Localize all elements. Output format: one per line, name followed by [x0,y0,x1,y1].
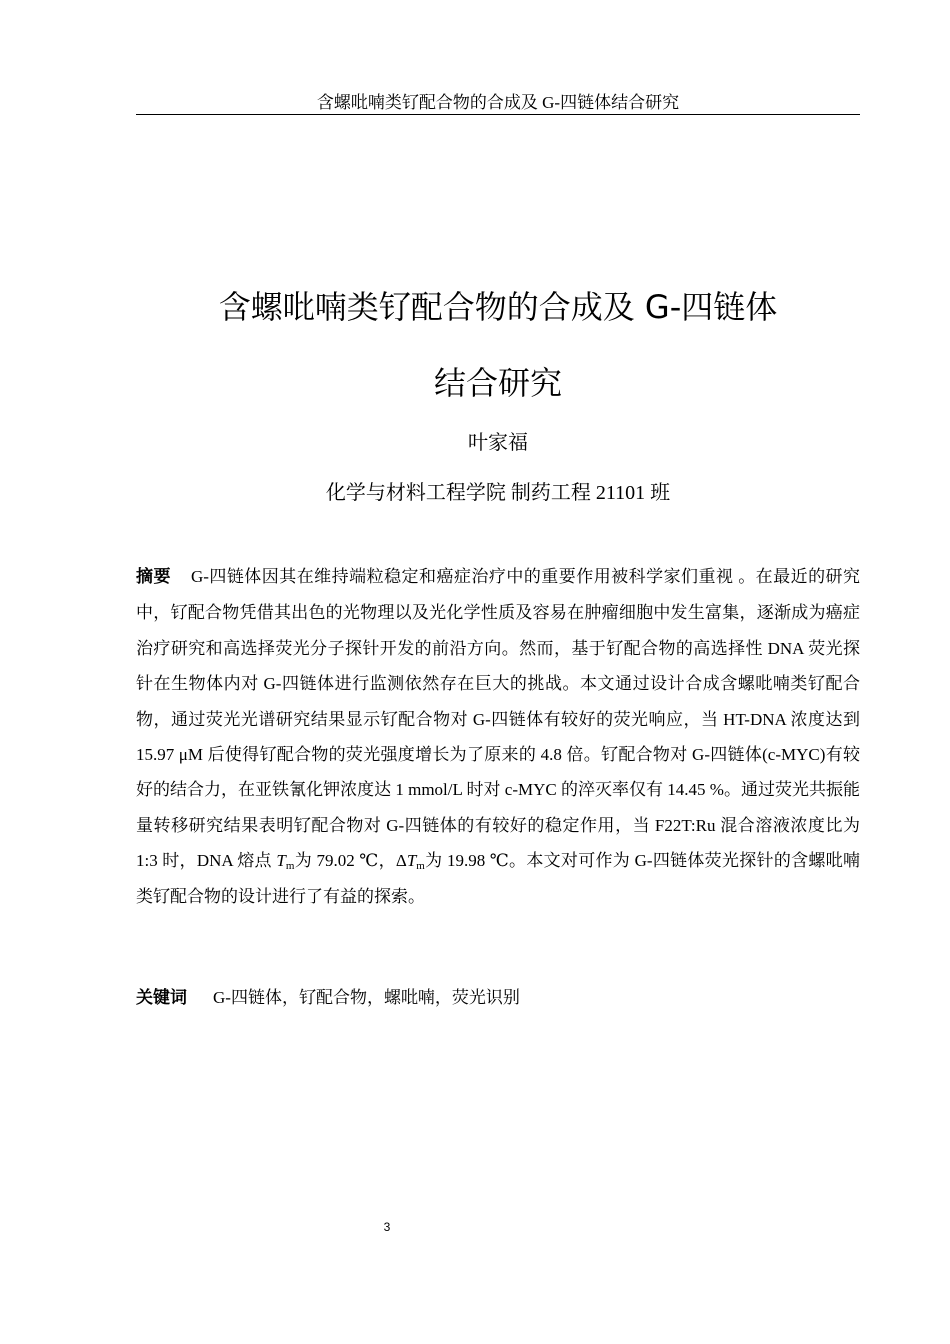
header-rule [136,114,860,115]
keywords-label: 关键词 [136,988,187,1008]
keywords-text: G-四链体，钌配合物，螺吡喃，荧光识别 [213,988,520,1007]
paper-title-line-2: 结合研究 [433,364,562,402]
tm-subscript: m [285,860,295,873]
abstract-text-part2: 为 79.02 ℃，Δ [294,851,407,871]
keywords-line [136,985,860,1011]
page-number: 3 [383,1220,391,1234]
paper-title-line-1: 含螺吡喃类钌配合物的合成及 G-四链体 [218,288,778,326]
running-header: 含螺吡喃类钌配合物的合成及 G-四链体结合研究 [316,93,680,112]
author-affiliation: 化学与材料工程学院 制药工程 21101 班 [325,482,671,504]
author-name: 叶家福 [468,432,528,454]
tm-symbol: T [276,851,286,871]
delta-tm-subscript: m [416,860,425,873]
abstract-label: 摘要 [136,567,171,587]
abstract-text-part3: 为 19.98 ℃。本文对可作为 G-四链体荧光探针的含螺吡喃类钌配合物的设计进行了有益的探索。 [136,851,860,906]
abstract-paragraph [136,559,860,914]
delta-tm-symbol: T [406,851,417,871]
abstract-text-part1: G-四链体因其在维持端粒稳定和癌症治疗中的重要作用被科学家们重视 。在最近的研究中，钌配合物凭借其出色的光物理以及光化学性质及容易在肿瘤细胞中发生富集，逐渐成为癌症治疗研究和高选择荧光分子探针开发的前沿方向。然而，基于钌配合物的高选择性 DNA 荧光探针在生物体内对 G-四链体进行监测依然存在巨大的挑战。本文通过设计合成含螺吡喃类钌配合物，通过荧光光谱研究结果显示钌配合物对 G-四链体有较好的荧光响应，当 HT-DNA 浓度达到 15.97 μM 后使得钌配合物的荧光强度增长为了原来的 4.8 倍。钌配合物对 G-四链体(c-MYC)有较好的结合力，在亚铁氰化钾浓度达 1 mmol/L 时对 c-MYC 的淬灭率仅有 14.45 %。通过荧光共振能量转移研究结果表明钌配合物对 G-四链体的有较好的稳定作用，当 F22T:Ru 混合溶液浓度比为 1:3 时，DNA 熔点 [136,567,861,871]
